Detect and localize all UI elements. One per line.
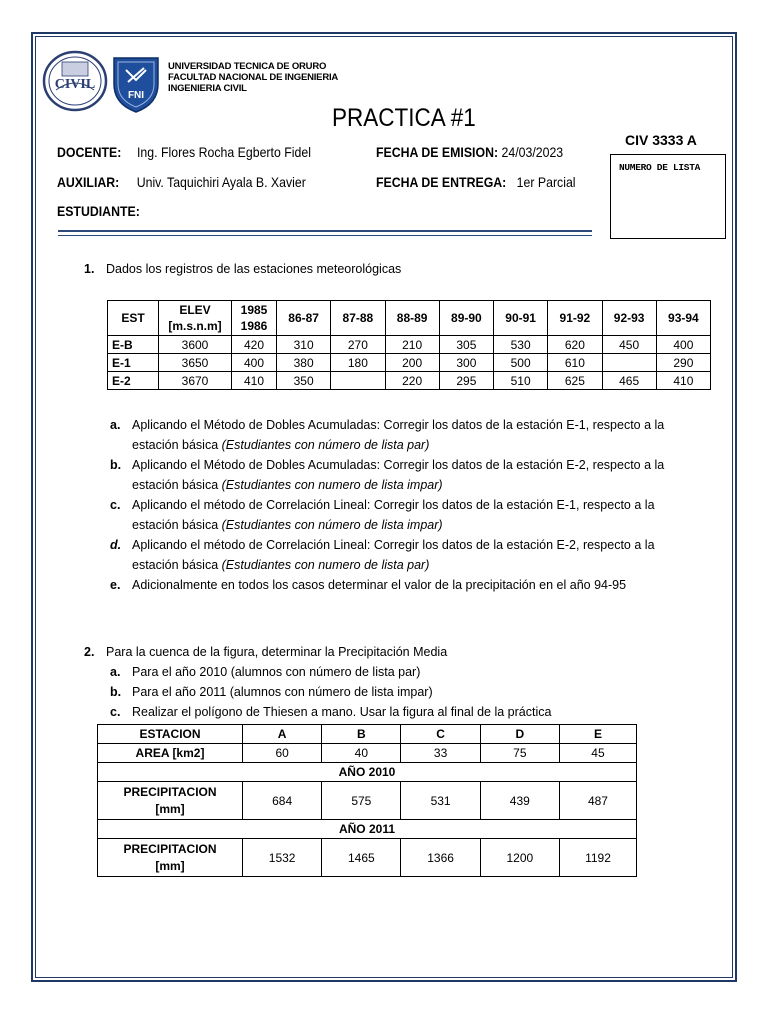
header-cell: 86-87 bbox=[277, 301, 331, 336]
q2-items bbox=[110, 662, 551, 722]
header-divider bbox=[58, 230, 592, 232]
svg-text:FNI: FNI bbox=[127, 90, 145, 101]
list-item-cont: estación básica (Estudiantes con numero de lista impar) bbox=[132, 478, 443, 492]
auxiliar-label: AUXILIAR: bbox=[57, 174, 120, 190]
table-cell: 410 bbox=[656, 372, 710, 390]
list-item: a. Para el año 2010 (alumnos con número de lista par) bbox=[110, 665, 421, 679]
list-item: a. Aplicando el Método de Dobles Acumuladas: Corregir los datos de la estación E-1, respecto a la bbox=[110, 418, 665, 432]
table-cell: 1366 bbox=[401, 839, 480, 877]
table-cell: 3650 bbox=[159, 354, 232, 372]
table-cell: 625 bbox=[548, 372, 602, 390]
list-number-label: NUMERO DE LISTA bbox=[619, 162, 701, 173]
header-cell: D bbox=[480, 725, 559, 744]
table-cell: 510 bbox=[494, 372, 548, 390]
university-heading bbox=[168, 61, 338, 94]
table-cell: 439 bbox=[480, 782, 559, 820]
question-1 bbox=[84, 259, 401, 279]
list-item-cont: estación básica (Estudiantes con número de lista impar) bbox=[132, 518, 443, 532]
table-row bbox=[98, 782, 637, 820]
header-cell: 88-89 bbox=[385, 301, 439, 336]
table-row bbox=[108, 372, 711, 390]
header-cell: 87-88 bbox=[331, 301, 385, 336]
table-cell: 610 bbox=[548, 354, 602, 372]
table-cell: 305 bbox=[439, 336, 493, 354]
course-code: CIV 3333 A bbox=[625, 132, 697, 148]
header-cell: 93-94 bbox=[656, 301, 710, 336]
table-cell: 400 bbox=[232, 354, 277, 372]
precipitation-table bbox=[97, 724, 637, 877]
header-cell: 91-92 bbox=[548, 301, 602, 336]
header-cell: EST bbox=[108, 301, 159, 336]
row-label: E-B bbox=[108, 336, 159, 354]
year-header: AÑO 2010 bbox=[98, 763, 637, 782]
table-row bbox=[98, 820, 637, 839]
list-item: c. Realizar el polígono de Thiesen a mano. Usar la figura al final de la práctica bbox=[110, 705, 552, 719]
table-cell: 500 bbox=[494, 354, 548, 372]
docente-value: Ing. Flores Rocha Egberto Fidel bbox=[136, 144, 311, 160]
year-header: AÑO 2011 bbox=[98, 820, 637, 839]
table-cell: 3600 bbox=[159, 336, 232, 354]
table-cell: 380 bbox=[277, 354, 331, 372]
table-cell bbox=[331, 372, 385, 390]
row-label: E-1 bbox=[108, 354, 159, 372]
university-line: UNIVERSIDAD TECNICA DE ORURO bbox=[168, 61, 327, 72]
list-number-box[interactable] bbox=[610, 154, 726, 239]
docente-label: DOCENTE: bbox=[57, 144, 122, 160]
table-cell: 310 bbox=[277, 336, 331, 354]
table-cell: 487 bbox=[559, 782, 636, 820]
table-cell: 180 bbox=[331, 354, 385, 372]
list-item: b. Para el año 2011 (alumnos con número de lista impar) bbox=[110, 685, 433, 699]
row-label: AREA [km2] bbox=[98, 744, 243, 763]
table-cell: 450 bbox=[602, 336, 656, 354]
question-text: Para la cuenca de la figura, determinar la Precipitación Media bbox=[106, 645, 448, 659]
header-cell: B bbox=[322, 725, 401, 744]
page-title: PRACTICA #1 bbox=[332, 104, 476, 132]
emision-value: 24/03/2023 bbox=[501, 144, 564, 160]
docente-row bbox=[57, 144, 311, 160]
header-cell: E bbox=[559, 725, 636, 744]
table-cell: 270 bbox=[331, 336, 385, 354]
civil-logo bbox=[42, 50, 108, 112]
table-cell: 350 bbox=[277, 372, 331, 390]
entrega-label: FECHA DE ENTREGA: bbox=[376, 174, 507, 190]
table-cell: 530 bbox=[494, 336, 548, 354]
q1-items bbox=[110, 415, 664, 595]
table-cell: 1465 bbox=[322, 839, 401, 877]
header-divider-thin bbox=[58, 235, 592, 236]
svg-text:CIVIL: CIVIL bbox=[54, 77, 96, 92]
table-row bbox=[108, 336, 711, 354]
question-number: 1. bbox=[84, 262, 95, 276]
table-cell: 290 bbox=[656, 354, 710, 372]
header-cell: ELEV [m.s.n.m] bbox=[159, 301, 232, 336]
question-text: Dados los registros de las estaciones meteorológicas bbox=[106, 262, 402, 276]
table-row bbox=[98, 744, 637, 763]
fni-shield-logo bbox=[110, 54, 162, 114]
table-row bbox=[108, 354, 711, 372]
header-cell: 92-93 bbox=[602, 301, 656, 336]
table-header-row bbox=[98, 725, 637, 744]
table-row bbox=[98, 763, 637, 782]
table-cell: 60 bbox=[243, 744, 322, 763]
list-item-cont: estación básica (Estudiantes con numero de lista par) bbox=[132, 558, 430, 572]
row-label: PRECIPITACION [mm] bbox=[98, 782, 243, 820]
table-cell: 33 bbox=[401, 744, 480, 763]
table-cell: 684 bbox=[243, 782, 322, 820]
table-cell: 575 bbox=[322, 782, 401, 820]
table-cell: 1532 bbox=[243, 839, 322, 877]
question-2 bbox=[84, 642, 447, 662]
table-cell: 75 bbox=[480, 744, 559, 763]
entrega-value: 1er Parcial bbox=[516, 174, 576, 190]
header-cell: ESTACION bbox=[98, 725, 243, 744]
list-item: e. Adicionalmente en todos los casos determinar el valor de la precipitación en el año 94-95 bbox=[110, 578, 627, 592]
table-cell: 40 bbox=[322, 744, 401, 763]
table-cell: 410 bbox=[232, 372, 277, 390]
table-header-row bbox=[108, 301, 711, 336]
list-item: b. Aplicando el Método de Dobles Acumuladas: Corregir los datos de la estación E-2, respecto a la bbox=[110, 458, 665, 472]
table-cell bbox=[602, 354, 656, 372]
table-cell: 400 bbox=[656, 336, 710, 354]
table-cell: 620 bbox=[548, 336, 602, 354]
table-cell: 220 bbox=[385, 372, 439, 390]
row-label: PRECIPITACION [mm] bbox=[98, 839, 243, 877]
auxiliar-row bbox=[57, 174, 306, 190]
stations-table bbox=[107, 300, 711, 390]
table-cell: 465 bbox=[602, 372, 656, 390]
table-cell: 531 bbox=[401, 782, 480, 820]
table-cell: 295 bbox=[439, 372, 493, 390]
faculty-line: FACULTAD NACIONAL DE INGENIERIA bbox=[168, 72, 339, 83]
table-row bbox=[98, 839, 637, 877]
emision-label: FECHA DE EMISION: bbox=[376, 144, 499, 160]
question-number: 2. bbox=[84, 645, 95, 659]
header-cell: 90-91 bbox=[494, 301, 548, 336]
career-line: INGENIERIA CIVIL bbox=[168, 83, 247, 94]
estudiante-label: ESTUDIANTE: bbox=[57, 203, 140, 219]
table-cell: 1192 bbox=[559, 839, 636, 877]
header-cell: A bbox=[243, 725, 322, 744]
estudiante-row bbox=[57, 203, 140, 219]
table-cell: 1200 bbox=[480, 839, 559, 877]
list-item: c. Aplicando el método de Correlación Lineal: Corregir los datos de la estación E-1, respecto a la bbox=[110, 498, 655, 512]
list-item: d. Aplicando el método de Correlación Lineal: Corregir los datos de la estación E-2, respecto a la bbox=[110, 538, 655, 552]
row-label: E-2 bbox=[108, 372, 159, 390]
table-cell: 200 bbox=[385, 354, 439, 372]
entrega-row bbox=[376, 174, 576, 190]
table-cell: 420 bbox=[232, 336, 277, 354]
auxiliar-value: Univ. Taquichiri Ayala B. Xavier bbox=[136, 174, 306, 190]
table-cell: 300 bbox=[439, 354, 493, 372]
header-cell: 1985 1986 bbox=[232, 301, 277, 336]
table-cell: 210 bbox=[385, 336, 439, 354]
header-cell: 89-90 bbox=[439, 301, 493, 336]
table-cell: 3670 bbox=[159, 372, 232, 390]
emision-row bbox=[376, 144, 563, 160]
list-item-cont: estación básica (Estudiantes con número de lista par) bbox=[132, 438, 430, 452]
header-cell: C bbox=[401, 725, 480, 744]
table-cell: 45 bbox=[559, 744, 636, 763]
